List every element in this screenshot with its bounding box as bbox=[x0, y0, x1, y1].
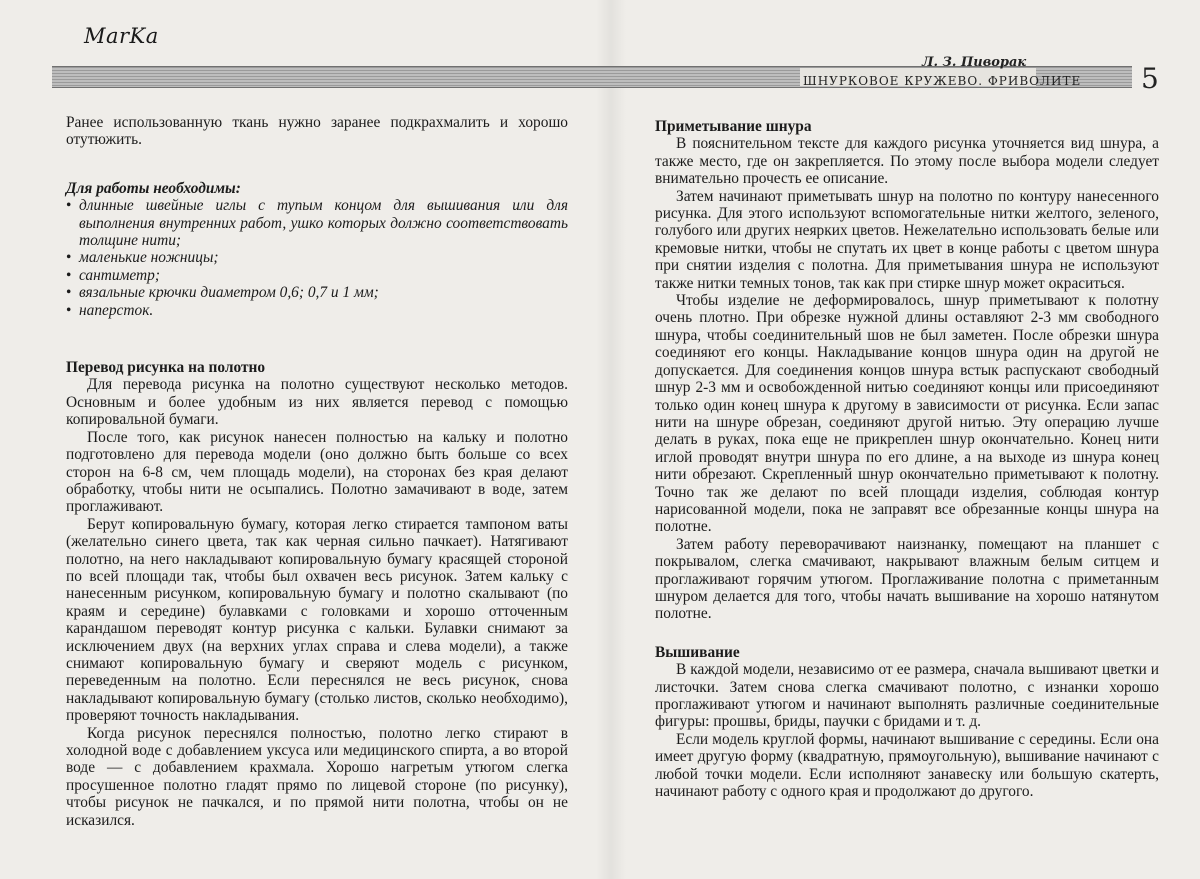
list-item: • сантиметр; bbox=[66, 266, 160, 284]
list-item: • вязальные крючки диаметром 0,6; 0,7 и 1 мм; bbox=[66, 284, 379, 302]
paragraph: Когда рисунок переснялся полностью, полотно легко стирают в холодной воде с добавлением уксуса или медицинского спирта, а во второй воде — с добавлением крахмала. Хорошо нагретым утюгом слегка просушенное полотно гладят прямо по лицевой стороне (по рисунку), чтобы рисунок не пачкался, и по прямой нити полотна, чтобы он не исказился. bbox=[66, 724, 568, 829]
intro-paragraph: Ранее использованную ткань нужно заранее подкрахмалить и хорошо отутюжить. bbox=[66, 114, 568, 149]
paragraph: Чтобы изделие не деформировалось, шнур приметывают к полотну очень плотно. При обрезке нужной длины оставляют 2-3 мм свободного шнура, чтобы соединительный шов не был заметен. После обрезки шнура соединяют его концы. Накладывание концов шнура один на другой не допускается. Для соединения концов шнура встык распускают свободный шнур 2-3 мм и освобожденной нитью соединяют концы или присоединяют только один конец шнура к другому в зависимости от рисунка. Если запас нити на шнуре обрезан, соединяют другой нитью. Эту операцию лучше делать в руках, пока еще не прикреплен шнур окончательно. Конец нити иглой проводят внутри шнура по его длине, а на выходе из шнура конец нити обрезают. Скрепленный шнур окончательно приметывают к полотну. Точно так же делают по всей площади изделия, соблюдая контур нарисованной модели, пока не заправят все обрезанные концы шнура на полотне. bbox=[655, 292, 1159, 536]
page-gutter-shadow bbox=[596, 0, 626, 879]
watermark: MarKa bbox=[84, 24, 159, 48]
left-column bbox=[66, 114, 568, 829]
section-heading-basting: Приметывание шнура bbox=[655, 118, 812, 135]
paragraph: После того, как рисунок нанесен полностью на кальку и полотно подготовлено для перевода модели (оно должно быть больше со всех сторон на 6-8 см, чем площадь модели), на сторонах без края делают обработку, чтобы нити не осыпались. Полотно замачивают в воде, затем проглаживают. bbox=[66, 428, 568, 516]
list-item: • маленькие ножницы; bbox=[66, 249, 219, 267]
list-item: • наперсток. bbox=[66, 301, 154, 319]
bullet-icon: • bbox=[66, 266, 72, 284]
paragraph: Берут копировальную бумагу, которая легко стирается тампоном ваты (желательно синего цвета, так как черная сильно пачкает). Натягивают полотно, на него накладывают копировальную бумагу красящей стороной по всей площади так, чтобы был охвачен весь рисунок. Затем кальку с нанесенным рисунком, копировальную бумагу и полотно скалывают (по краям и середине) булавками с головками и хорошо отточенным карандашом переводят контур рисунка с кальки. Булавки снимают за исключением двух (на верхних углах справа и слева модели), а также снимают копировальную бумагу и сверяют модель с рисунком, переведенным на полотно. Если переснялся не весь рисунок, снова накладывают копировальную бумагу (столько листов, сколько необходимо), проверяют точность накладывания. bbox=[66, 515, 568, 725]
section-heading-embroidery: Вышивание bbox=[655, 643, 740, 661]
tools-list bbox=[66, 197, 568, 319]
list-item: • длинные швейные иглы с тупым концом для вышивания или для выполнения внутренних работ, ушко которых должно соответствовать толщине нити; bbox=[66, 197, 568, 250]
paragraph: Если модель круглой формы, начинают вышивание с середины. Если она имеет другую форму (квадратную, прямоугольную), вышивание начинают с любой точки модели. Если исполняют занавеску или большую скатерть, начинают работу с одного края и продолжают до другого. bbox=[655, 730, 1159, 801]
paragraph: Затем работу переворачивают наизнанку, помещают на планшет с покрывалом, слегка смачивают, накрывают влажным белым ситцем и проглаживают горячим утюгом. Проглаживание полотна с приметанным шнуром делается для того, чтобы начать вышивание на хорошо натянутом полотне. bbox=[655, 535, 1159, 623]
paragraph: Для перевода рисунка на полотно существуют несколько методов. Основным и более удобным из них является перевод с помощью копировальной бумаги. bbox=[66, 376, 568, 429]
bullet-icon: • bbox=[66, 301, 72, 319]
bullet-icon: • bbox=[66, 284, 72, 302]
running-header-author: Л. З. Пиворак bbox=[922, 55, 1027, 70]
page-number: 5 bbox=[1141, 62, 1159, 95]
right-column bbox=[655, 118, 1159, 800]
paragraph: В каждой модели, независимо от ее размера, сначала вышивают цветки и листочки. Затем снова слегка смачивают полотно, с изнанки хорошо проглаживают утюгом и начинают выполнять различные соединительные фигуры: прошвы, бриды, паучки с бридами и т. д. bbox=[655, 661, 1159, 731]
paragraph: Затем начинают приметывать шнур на полотно по контуру нанесенного рисунка. Для этого используют вспомогательные нитки желтого, зеленого, голубого или других неярких цветов. Нежелательно использовать белые или кремовые нитки, чтобы не спутать их цвет в конце работы с цветом шнура при снятии изделия с полотна. Для приметывания шнура не используют также нитки темных тонов, так как при стирке шнур может окраситься. bbox=[655, 187, 1159, 292]
paragraph: В пояснительном тексте для каждого рисунка уточняется вид шнура, а также место, где он закрепляется. По этому после выбора модели следует внимательно прочесть ее описание. bbox=[655, 135, 1159, 188]
bullet-icon: • bbox=[66, 249, 72, 267]
section-heading-transfer: Перевод рисунка на полотно bbox=[66, 359, 266, 377]
running-header-title: ШНУРКОВОЕ КРУЖЕВО. ФРИВОЛИТЕ bbox=[803, 74, 1082, 88]
bullet-icon: • bbox=[66, 197, 72, 215]
tools-heading: Для работы необходимы: bbox=[66, 179, 241, 197]
